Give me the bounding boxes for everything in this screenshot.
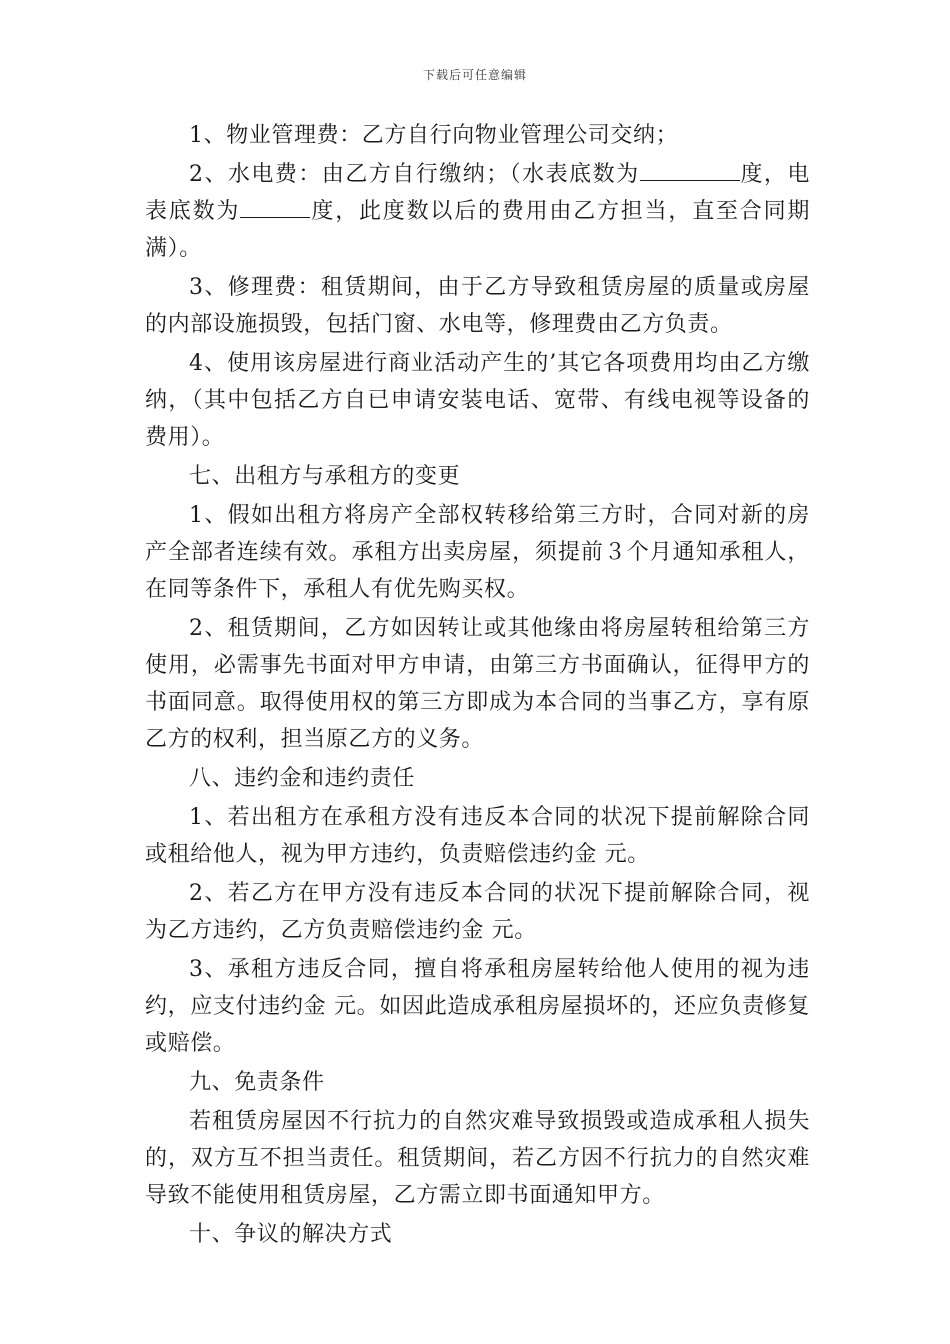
clause-utilities xyxy=(145,156,810,267)
clause-7-1: 1、假如出租方将房产全部权转移给第三方时，合同对新的房产全部者连续有效。承租方出卖房屋，须提前３个月通知承租人，在同等条件下，承租人有优先购买权。 xyxy=(145,503,810,602)
electric-meter-blank xyxy=(240,195,310,218)
clause-9-1: 若租赁房屋因不行抗力的自然灾难导致损毁或造成承租人损失的，双方互不担当责任。租赁期间，若乙方因不行抗力的自然灾难导致不能使用租赁房屋，乙方需立即书面通知甲方。 xyxy=(145,1109,810,1208)
section-heading-9: 九、免责条件 xyxy=(189,1070,325,1095)
section-heading-7: 七、出租方与承租方的变更 xyxy=(189,464,461,489)
clause-8-2: 2、若乙方在甲方没有违反本合同的状况下提前解除合同，视为乙方违约，乙方负责赔偿违约金 元。 xyxy=(145,881,810,943)
clause-repair-fee: 3、修理费：租赁期间，由于乙方导致租赁房屋的质量或房屋的内部设施损毁，包括门窗、水电等，修理费由乙方负责。 xyxy=(145,275,810,337)
clause-utilities-text-1: 2、水电费：由乙方自行缴纳；（水表底数为 xyxy=(189,162,640,187)
clause-utilities-text-2: 度，电表底数为 xyxy=(145,162,810,224)
clause-7-2: 2、租赁期间，乙方如因转让或其他缘由将房屋转租给第三方使用，必需事先书面对甲方申请，由第三方书面确认，征得甲方的书面同意。取得使用权的第三方即成为本合同的当事乙方，享有原乙方的权利，担当原乙方的义务。 xyxy=(145,616,810,752)
section-heading-10: 十、争议的解决方式 xyxy=(189,1222,393,1247)
clause-other-fees: 4、使用该房屋进行商业活动产生的’其它各项费用均由乙方缴纳，（其中包括乙方自已申请安装电话、宽带、有线电视等设备的费用）。 xyxy=(145,351,810,450)
water-meter-blank xyxy=(640,158,740,181)
section-heading-8: 八、违约金和违约责任 xyxy=(189,766,416,791)
document-body xyxy=(145,117,810,1255)
clause-property-fee: 1、物业管理费：乙方自行向物业管理公司交纳； xyxy=(189,123,679,148)
clause-8-1: 1、若出租方在承租方没有违反本合同的状况下提前解除合同或租给他人，视为甲方违约，负责赔偿违约金 元。 xyxy=(145,805,810,867)
clause-utilities-text-3: 度，此度数以后的费用由乙方担当，直至合同期满）。 xyxy=(145,199,810,261)
clause-8-3: 3、承租方违反合同，擅自将承租房屋转给他人使用的视为违约，应支付违约金 元。如因此造成承租房屋损坏的，还应负责修复或赔偿。 xyxy=(145,957,810,1056)
page-header-note: 下载后可任意编辑 xyxy=(422,68,527,82)
